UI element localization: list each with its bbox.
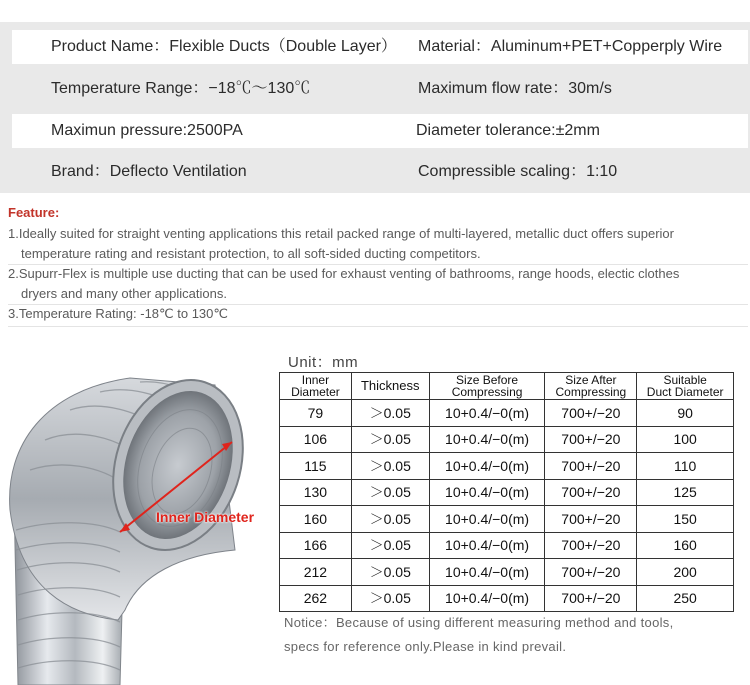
feature-item-1-line1: 1.Ideally suited for straight venting applications this retail packed range of multi-layered, metallic duct offers superior [8, 226, 674, 241]
table-cell: 250 [637, 585, 734, 612]
size-table [279, 372, 734, 612]
table-cell: 10+0.4/−0(m) [429, 506, 545, 533]
spec-max-flow-rate: Maximum flow rate：30m/s [418, 80, 612, 97]
spec-max-pressure: Maximun pressure:2500PA [51, 122, 243, 139]
table-cell: 166 [280, 532, 352, 559]
spec-product-name: Product Name：Flexible Ducts（Double Layer） [51, 38, 397, 55]
feature-item-3 [8, 304, 748, 324]
feature-divider [8, 326, 748, 327]
table-cell: 110 [637, 453, 734, 480]
table-cell: 700+/−20 [545, 426, 637, 453]
table-cell: 700+/−20 [545, 479, 637, 506]
table-row [280, 453, 734, 480]
table-cell: ＞0.05 [351, 532, 429, 559]
table-cell: ＞0.05 [351, 400, 429, 427]
spec-brand: Brand：Deflecto Ventilation [51, 163, 247, 180]
feature-title: Feature: [8, 205, 60, 220]
table-cell: 130 [280, 479, 352, 506]
header-thickness: Thickness [351, 373, 429, 400]
notice-line2: specs for reference only.Please in kind prevail. [284, 639, 567, 654]
spec-row-product [12, 30, 748, 64]
spec-temperature-range: Temperature Range：−18℃～130℃ [51, 80, 311, 97]
table-cell: 700+/−20 [545, 506, 637, 533]
table-row [280, 585, 734, 612]
table-header-row [280, 373, 734, 400]
header-suitable-duct-diameter: Suitable Duct Diameter [637, 373, 734, 400]
table-cell: ＞0.05 [351, 506, 429, 533]
table-cell: 10+0.4/−0(m) [429, 559, 545, 586]
table-cell: 160 [280, 506, 352, 533]
feature-item-2 [8, 264, 748, 304]
table-cell: 79 [280, 400, 352, 427]
feature-item-3-line1: 3.Temperature Rating: -18℃ to 130℃ [8, 306, 228, 321]
table-cell: 100 [637, 426, 734, 453]
table-cell: ＞0.05 [351, 559, 429, 586]
table-cell: ＞0.05 [351, 426, 429, 453]
table-cell: 700+/−20 [545, 585, 637, 612]
table-row [280, 532, 734, 559]
table-cell: 160 [637, 532, 734, 559]
header-size-before: Size Before Compressing [429, 373, 545, 400]
table-cell: ＞0.05 [351, 479, 429, 506]
header-size-after: Size After Compressing [545, 373, 637, 400]
feature-item-2-line2: dryers and many other applications. [21, 286, 227, 301]
table-cell: ＞0.05 [351, 453, 429, 480]
table-row [280, 479, 734, 506]
feature-item-1-line2: temperature rating and resistant protection, to all soft-sided ducting competitors. [21, 246, 481, 261]
table-cell: 150 [637, 506, 734, 533]
table-cell: 700+/−20 [545, 453, 637, 480]
spec-compressible-scaling: Compressible scaling：1:10 [418, 163, 618, 180]
table-cell: ＞0.05 [351, 585, 429, 612]
table-cell: 700+/−20 [545, 400, 637, 427]
spec-material: Material：Aluminum+PET+Copperply Wire [418, 38, 723, 55]
unit-label: Unit：mm [288, 354, 359, 371]
table-row [280, 426, 734, 453]
spec-panel [0, 22, 750, 193]
table-cell: 262 [280, 585, 352, 612]
table-cell: 10+0.4/−0(m) [429, 453, 545, 480]
table-cell: 10+0.4/−0(m) [429, 585, 545, 612]
table-row [280, 506, 734, 533]
table-cell: 90 [637, 400, 734, 427]
spec-row-pressure [12, 114, 748, 148]
table-cell: 10+0.4/−0(m) [429, 479, 545, 506]
spec-diameter-tolerance: Diameter tolerance:±2mm [416, 122, 600, 139]
spec-row-brand [12, 155, 748, 189]
table-cell: 106 [280, 426, 352, 453]
spec-row-temperature [12, 72, 748, 106]
notice-line1: Notice：Because of using different measuring method and tools, [284, 615, 674, 630]
inner-diameter-label: Inner Diameter [156, 509, 255, 525]
table-cell: 10+0.4/−0(m) [429, 426, 545, 453]
table-cell: 700+/−20 [545, 532, 637, 559]
table-cell: 212 [280, 559, 352, 586]
notice-text [284, 611, 744, 659]
feature-item-1 [8, 224, 748, 264]
table-cell: 10+0.4/−0(m) [429, 532, 545, 559]
table-cell: 125 [637, 479, 734, 506]
feature-item-2-line1: 2.Supurr-Flex is multiple use ducting that can be used for exhaust venting of bathrooms, range hoods, electic clothes [8, 266, 680, 281]
table-row [280, 559, 734, 586]
table-cell: 115 [280, 453, 352, 480]
table-cell: 10+0.4/−0(m) [429, 400, 545, 427]
table-row [280, 400, 734, 427]
table-cell: 200 [637, 559, 734, 586]
header-inner-diameter: Inner Diameter [280, 373, 352, 400]
table-cell: 700+/−20 [545, 559, 637, 586]
